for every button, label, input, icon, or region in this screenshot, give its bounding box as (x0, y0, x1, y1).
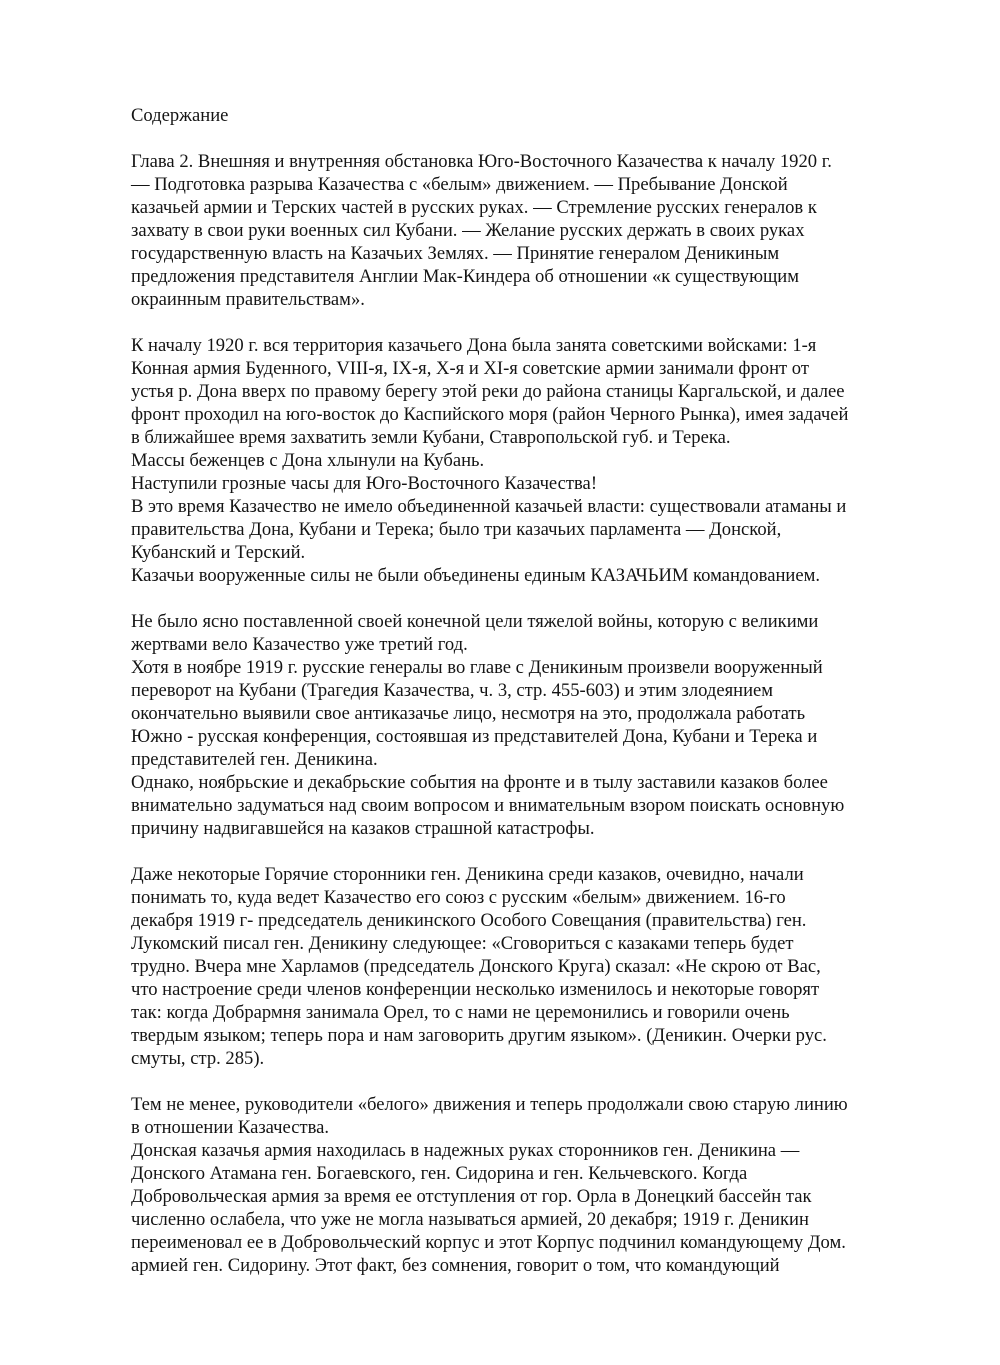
paragraph (131, 334, 911, 587)
text-line: окончательно выявили свое антиказачье лицо, несмотря на это, продолжала работать (131, 703, 806, 724)
text-line: Южно - русская конференция, состоявшая из представителей Дона, Кубани и Терека и (131, 726, 818, 747)
text-line: переворот на Кубани (Трагедия Казачества, ч. 3, стр. 455-603) и этим злодеянием (131, 680, 774, 701)
text-line: численно ослабела, что уже не могла называться армией, 20 декабря; 1919 г. Деникин (131, 1209, 809, 1230)
text-line: причину надвигавшейся на казаков страшной катастрофы. (131, 818, 595, 839)
text-line: — Подготовка разрыва Казачества с «белым» движением. — Пребывание Донской (131, 174, 788, 195)
text-line: Добровольческая армия за время ее отступления от гор. Орла в Донецкий бассейн так (131, 1186, 812, 1207)
text-line: представителей ген. Деникина. (131, 749, 378, 770)
text-line: переименовал ее в Добровольческий корпус и этот Корпус подчинил командующему Дом. (131, 1232, 846, 1253)
text-line: в ближайшее время захватить земли Кубани, Ставропольской губ. и Терека. (131, 427, 731, 448)
text-line: Однако, ноябрьские и декабрьские события на фронте и в тылу заставили казаков более (131, 772, 828, 793)
text-line: правительства Дона, Кубани и Терека; было три казачьих парламента — Донской, (131, 519, 782, 540)
text-line: твердым языком; теперь пора и нам заговорить другим языком». (Деникин. Очерки рус. (131, 1025, 827, 1046)
text-line: предложения представителя Англии Мак-Киндера об отношении «к существующим (131, 266, 800, 287)
text-line: окраинным правительствам». (131, 289, 365, 310)
text-line: К началу 1920 г. вся территория казачьего Дона была занята советскими войсками: 1-я (131, 335, 817, 356)
text-line: фронт проходил на юго-восток до Каспийского моря (район Черного Рынка), имея задачей (131, 404, 849, 425)
text-line: Конная армия Буденного, VIII-я, IX-я, X-я и XI-я советские армии занимали фронт от (131, 358, 809, 379)
text-line: Глава 2. Внешняя и внутренняя обстановка Юго-Восточного Казачества к началу 1920 г. (131, 151, 832, 172)
text-line: Хотя в ноябре 1919 г. русские генералы во главе с Деникиным произвели вооруженный (131, 657, 823, 678)
text-line: В это время Казачество не имело объединенной казачьей власти: существовали атаманы и (131, 496, 847, 517)
text-line: внимательно задуматься над своим вопросом и внимательным взором поискать основную (131, 795, 845, 816)
document-page (131, 104, 911, 1277)
document-body (131, 150, 911, 1277)
text-line: Донская казачья армия находилась в надежных руках сторонников ген. Деникина — (131, 1140, 800, 1161)
paragraph (131, 610, 911, 840)
paragraph-gap (131, 840, 911, 863)
text-line: Казачьи вооруженные силы не были объединены единым КАЗАЧЬИМ командованием. (131, 565, 821, 586)
paragraph-gap (131, 587, 911, 610)
text-line: трудно. Вчера мне Харламов (председатель Донского Круга) сказал: «Не скрою от Вас, (131, 956, 821, 977)
text-line: так: когда Добрармня занимала Орел, то с нами не церемонились и говорили очень (131, 1002, 790, 1023)
text-line: что настроение среди членов конференции несколько изменилось и некоторые говорят (131, 979, 820, 1000)
text-line: Тем не менее, руководители «белого» движения и теперь продолжали свою старую линию (131, 1094, 848, 1115)
text-line: жертвами вело Казачество уже третий год. (131, 634, 468, 655)
paragraph-gap (131, 1070, 911, 1093)
text-line: армией ген. Сидорину. Этот факт, без сомнения, говорит о том, что командующий (131, 1255, 780, 1276)
text-line: смуты, стр. 285). (131, 1048, 265, 1069)
text-line: Не было ясно поставленной своей конечной цели тяжелой войны, которую с великими (131, 611, 819, 632)
text-line: Массы беженцев с Дона хлынули на Кубань. (131, 450, 485, 471)
text-line: государственную власть на Казачьих Землях. — Принятие генералом Деникиным (131, 243, 780, 264)
paragraph (131, 1093, 911, 1277)
text-line: в отношении Казачества. (131, 1117, 330, 1138)
paragraph (131, 863, 911, 1070)
text-line: захвату в свои руки военных сил Кубани. — Желание русских держать в своих руках (131, 220, 805, 241)
text-line: понимать то, куда ведет Казачество его союз с русским «белым» движением. 16-го (131, 887, 786, 908)
text-line: Даже некоторые Горячие сторонники ген. Деникина среди казаков, очевидно, начали (131, 864, 804, 885)
chapter-summary (131, 150, 911, 311)
text-line: Кубанский и Терский. (131, 542, 306, 563)
text-line: казачьей армии и Терских частей в русских руках. — Стремление русских генералов к (131, 197, 817, 218)
paragraph-gap (131, 311, 911, 334)
text-line: декабря 1919 г- председатель деникинского Особого Совещания (правительства) ген. (131, 910, 807, 931)
text-line: Донского Атамана ген. Богаевского, ген. Сидорина и ген. Кельчевского. Когда (131, 1163, 748, 1184)
text-line: устья р. Дона вверх по правому берегу этой реки до района станицы Каргальской, и далее (131, 381, 845, 402)
document-heading: Содержание (131, 105, 229, 126)
text-line: Наступили грозные часы для Юго-Восточного Казачества! (131, 473, 598, 494)
text-line: Лукомский писал ген. Деникину следующее: «Сговориться с казаками теперь будет (131, 933, 794, 954)
